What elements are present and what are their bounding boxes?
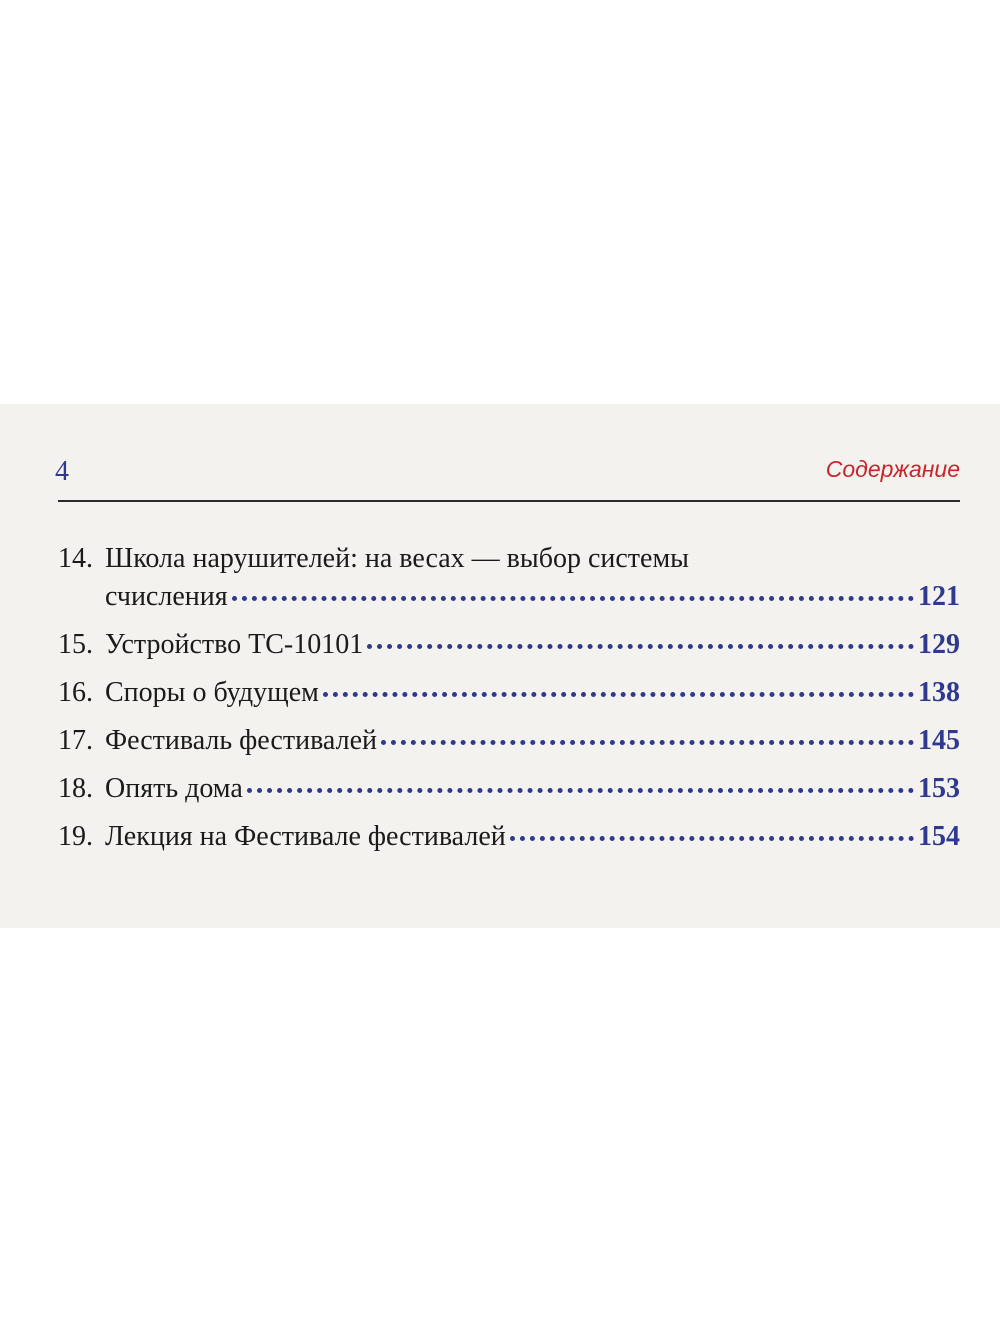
table-of-contents	[58, 540, 960, 866]
dot-leader	[247, 788, 914, 793]
toc-entry-16[interactable]	[58, 674, 960, 712]
toc-entry-number: 17.	[58, 725, 93, 756]
running-header-title: Содержание	[825, 456, 960, 482]
toc-entry-number: 14.	[58, 543, 93, 574]
toc-entry-title: Споры о будущем	[105, 677, 319, 708]
toc-entry-18[interactable]	[58, 770, 960, 808]
dot-leader	[232, 596, 914, 601]
toc-entry-title: Опять дома	[105, 773, 243, 804]
dot-leader	[381, 740, 914, 745]
toc-entry-number: 16.	[58, 677, 93, 708]
toc-entry-page: 145	[918, 725, 960, 756]
dot-leader	[367, 644, 914, 649]
toc-entry-title: Устройство ТС-10101	[105, 629, 364, 660]
dot-leader	[510, 836, 914, 841]
toc-entry-title: Фестиваль фестивалей	[105, 725, 377, 756]
page-number: 4	[55, 456, 69, 487]
toc-entry-15[interactable]	[58, 626, 960, 664]
toc-entry-page: 129	[918, 629, 960, 660]
toc-entry-page: 121	[918, 581, 960, 612]
toc-entry-title-continued: счисления	[105, 581, 228, 612]
toc-entry-14[interactable]	[58, 540, 960, 616]
toc-entry-number: 15.	[58, 629, 93, 660]
toc-entry-page: 153	[918, 773, 960, 804]
toc-entry-number: 18.	[58, 773, 93, 804]
header-rule	[58, 500, 960, 502]
toc-entry-17[interactable]	[58, 722, 960, 760]
toc-entry-19[interactable]	[58, 818, 960, 856]
toc-entry-title: Лекция на Фестивале фестивалей	[105, 821, 506, 852]
dot-leader	[323, 692, 914, 697]
toc-entry-page: 154	[918, 821, 960, 852]
book-page	[0, 404, 1000, 928]
toc-entry-page: 138	[918, 677, 960, 708]
toc-entry-number: 19.	[58, 821, 93, 852]
toc-entry-title: Школа нарушителей: на весах — выбор системы	[105, 543, 689, 574]
